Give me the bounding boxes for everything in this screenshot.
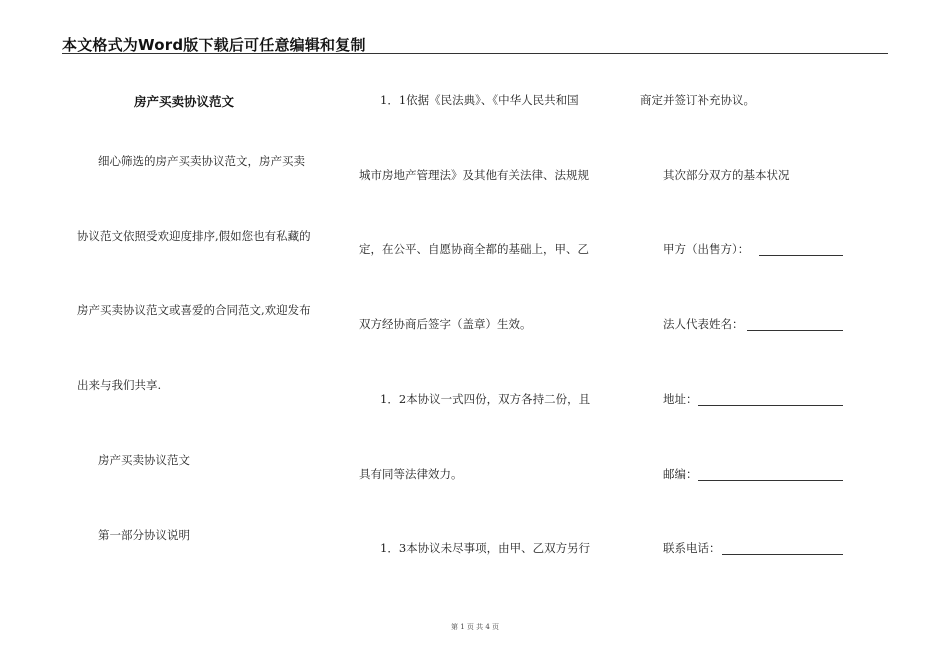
clause-line: 1．3本协议未尽事项，由甲、乙双方另行 <box>380 541 591 555</box>
seller-field <box>663 242 845 256</box>
col1-paragraph-line: 出来与我们共享. <box>77 378 162 392</box>
address-blank-line <box>698 405 843 406</box>
clause-line: 1．1依据《民法典》、《中华人民共和国 <box>380 93 579 107</box>
address-label: 地址： <box>663 392 698 406</box>
col1-paragraph-line: 协议范文依照受欢迎度排序,假如您也有私藏的 <box>77 229 311 243</box>
clause-line: 具有同等法律效力。 <box>359 467 463 481</box>
legal-representative-label: 法人代表姓名： <box>663 317 744 331</box>
document-title: 房产买卖协议范文 <box>134 94 235 109</box>
page-number: 第 1 页 共 4 页 <box>450 623 500 631</box>
section-heading: 房产买卖协议范文 <box>98 453 190 467</box>
address-field <box>663 392 845 406</box>
postcode-blank-line <box>698 480 843 481</box>
legal-representative-blank-line <box>747 330 843 331</box>
clause-line: 定，在公平、自愿协商全都的基础上，甲、乙 <box>359 242 589 256</box>
clause-line: 城市房地产管理法》及其他有关法律、法规规 <box>359 168 589 182</box>
phone-label: 联系电话： <box>663 541 721 555</box>
postcode-label: 邮编： <box>663 467 698 481</box>
col1-paragraph-line: 细心筛选的房产买卖协议范文，房产买卖 <box>98 154 305 168</box>
clause-line: 1．2本协议一式四份，双方各持二份，且 <box>380 392 591 406</box>
postcode-field <box>663 467 845 481</box>
clause-line: 双方经协商后签字（盖章）生效。 <box>359 317 532 331</box>
col1-paragraph-line: 房产买卖协议范文或喜爱的合同范文,欢迎发布 <box>77 303 311 317</box>
part-heading: 第一部分协议说明 <box>98 528 190 542</box>
seller-label: 甲方（出售方）： <box>663 242 750 256</box>
part-heading: 其次部分双方的基本状况 <box>663 168 790 182</box>
phone-blank-line <box>722 554 843 555</box>
header-title: 本文格式为Word版下载后可任意编辑和复制 <box>62 36 366 54</box>
clause-line: 商定并签订补充协议。 <box>640 93 755 107</box>
phone-field <box>663 541 845 555</box>
legal-representative-field <box>663 317 845 331</box>
seller-blank-line <box>759 255 843 256</box>
header-divider <box>62 53 888 54</box>
